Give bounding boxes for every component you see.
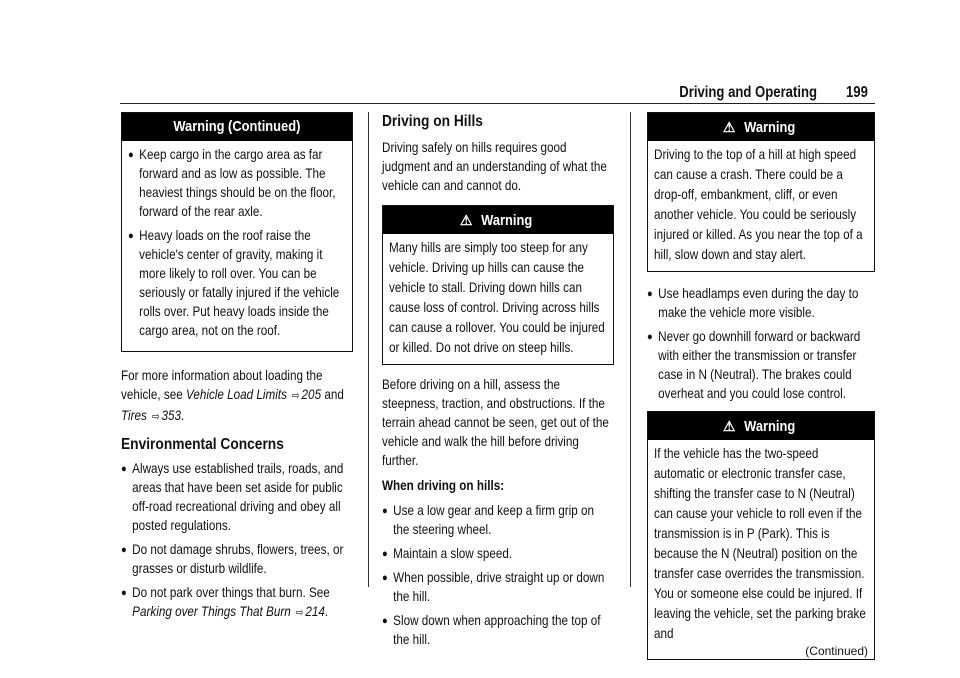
- warning-box: [382, 205, 614, 365]
- list-item: ● Slow down when approaching the top of the hill.: [382, 613, 601, 647]
- column-1: [121, 112, 353, 628]
- column-divider: [368, 112, 369, 587]
- parking-over-things-link[interactable]: Parking over Things That Burn ⇨ 214: [132, 604, 325, 619]
- continued-label: (Continued): [805, 644, 868, 658]
- list-item: ● Do not damage shrubs, flowers, trees, or grasses or disturb wildlife.: [121, 542, 344, 576]
- bullet-icon: ●: [382, 572, 388, 584]
- page-arrow-icon: ⇨: [295, 607, 304, 619]
- list-item: ● Keep cargo in the cargo area as far forward and as low as possible. The heaviest things should be on the floor, forward of the rear axle.: [128, 147, 336, 219]
- header-rule: [120, 103, 875, 104]
- warning-title: ⚠ Warning: [648, 412, 874, 440]
- column-divider: [630, 112, 631, 587]
- warning-text: If the vehicle has the two-speed automatic or electronic transfer case, shifting the transfer case to N (Neutral) can cause your vehicle to roll even if the transmission is in P (Park). This is because the N (Neutral) position on the transfer case overrides the transmission. You or someone else could be injured. If leaving the vehicle, set the parking brake and: [654, 446, 866, 641]
- warning-title: ⚠ Warning: [383, 206, 613, 234]
- warning-text: Driving to the top of a hill at high speed can cause a crash. There could be a drop-off, embankment, cliff, or even another vehicle. You could be seriously injured or killed. As you near the top of a hill, slow down and stay alert.: [654, 147, 863, 262]
- bullet-icon: ●: [121, 587, 127, 599]
- warning-icon: ⚠: [722, 418, 736, 434]
- page-arrow-icon: ⇨: [291, 390, 300, 402]
- column-2: [382, 112, 614, 654]
- warning-box-continued: [121, 112, 353, 352]
- warning-icon: ⚠: [459, 212, 473, 228]
- intro-paragraph: Driving safely on hills requires good judgment and an understanding of what the vehicle can and cannot do.: [382, 140, 607, 193]
- page-arrow-icon: ⇨: [151, 411, 160, 423]
- page-number: 199: [846, 84, 868, 101]
- tires-link[interactable]: Tires ⇨ 353: [121, 408, 181, 423]
- warning-title: Warning (Continued): [122, 113, 352, 141]
- bullet-icon: ●: [128, 230, 134, 242]
- warning-title: ⚠ Warning: [648, 113, 874, 141]
- assess-paragraph: Before driving on a hill, assess the steepness, traction, and obstructions. If the terrain ahead cannot be seen, get out of the vehicle and walk the hill before driving further.: [382, 377, 609, 468]
- warning-box-transfer-case: [647, 411, 875, 660]
- bullet-icon: ●: [382, 505, 388, 517]
- list-item: ● Never go downhill forward or backward with either the transmission or transfer case in N (Neutral). The brakes could overheat and you could lose control.: [647, 329, 861, 401]
- list-item: ● When possible, drive straight up or down the hill.: [382, 570, 605, 604]
- driving-on-hills-heading: Driving on Hills: [382, 113, 483, 130]
- when-driving-subheading: When driving on hills:: [382, 478, 505, 493]
- list-item: ● Heavy loads on the roof raise the vehicle's center of gravity, making it more likely to roll over. You can be seriously or fatally injured if the vehicle rolls over. Put heavy loads inside the cargo area, not on the roof.: [128, 228, 340, 338]
- bullet-icon: ●: [128, 149, 134, 161]
- bullet-icon: ●: [647, 331, 653, 343]
- list-item: ● Maintain a slow speed.: [382, 544, 613, 563]
- bullet-icon: ●: [121, 544, 127, 556]
- warning-icon: ⚠: [722, 119, 736, 135]
- bullet-icon: ●: [382, 615, 388, 627]
- load-info-paragraph: For more information about loading the vehicle, see Vehicle Load Limits ⇨ 205 and Tires ⇨ 353.: [121, 366, 352, 427]
- list-item: ● Use a low gear and keep a firm grip on the steering wheel.: [382, 503, 594, 537]
- list-item: ● Use headlamps even during the day to make the vehicle more visible.: [647, 286, 859, 320]
- column-3: [647, 112, 875, 670]
- list-item: ● Do not park over things that burn. See Parking over Things That Burn ⇨ 214.: [121, 583, 352, 623]
- bullet-icon: ●: [382, 548, 388, 560]
- section-title: Driving and Operating: [679, 84, 817, 101]
- list-item: ● Always use established trails, roads, and areas that have been set aside for public off-road recreational driving and obey all posted regulations.: [121, 461, 344, 533]
- warning-text: Many hills are simply too steep for any vehicle. Driving up hills can cause the vehicle to stall. Driving down hills can cause loss of control. Driving across hills can cause a rollover. You could be injured or killed. Do not drive on steep hills.: [389, 240, 605, 355]
- bullet-icon: ●: [647, 288, 653, 300]
- bullet-icon: ●: [121, 463, 127, 475]
- vehicle-load-limits-link[interactable]: Vehicle Load Limits ⇨ 205: [186, 387, 321, 402]
- environmental-concerns-heading: Environmental Concerns: [121, 436, 284, 453]
- warning-box: [647, 112, 875, 272]
